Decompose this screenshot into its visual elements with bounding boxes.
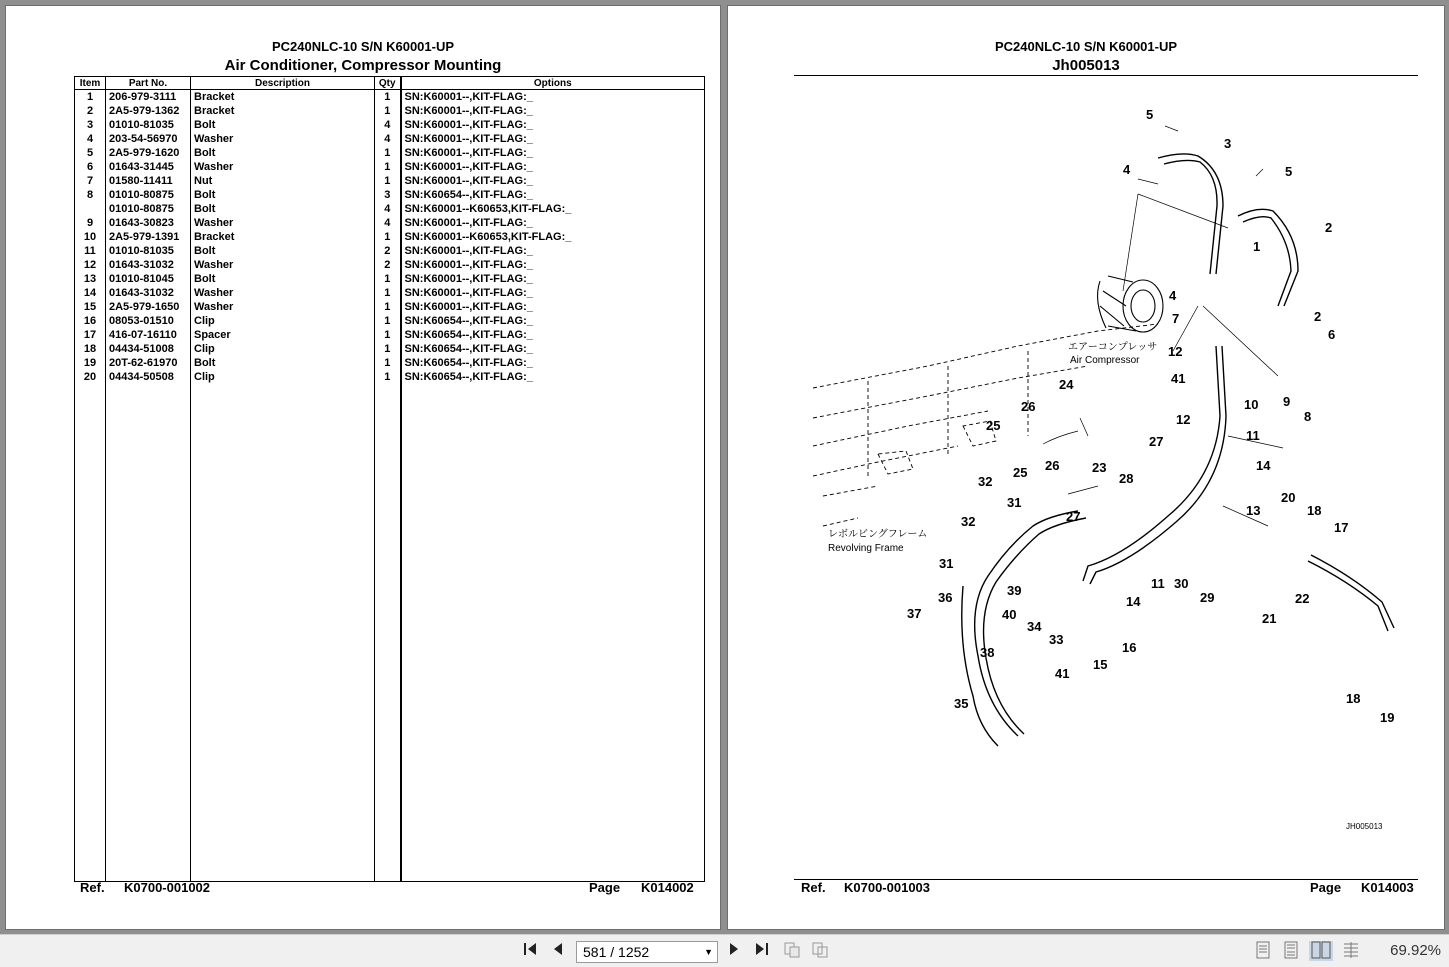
part-no-cell: 01010-81045 [106,272,191,286]
empty-cell [401,384,705,882]
part-no-cell: 01010-80875 [106,202,191,216]
qty-cell: 1 [375,286,401,300]
qty-cell: 1 [375,160,401,174]
qty-cell: 1 [375,328,401,342]
table-filler [75,384,705,882]
empty-cell [375,384,401,882]
table-row [75,286,705,300]
options-cell: SN:K60001--,KIT-FLAG:_ [401,104,705,118]
prev-page-icon[interactable] [548,941,568,961]
continuous-icon[interactable] [1281,941,1301,961]
empty-cell [191,384,375,882]
options-cell: SN:K60001--,KIT-FLAG:_ [401,216,705,230]
description-cell: Bracket [191,230,375,244]
callout-number: 14 [1256,458,1271,473]
description-cell: Bolt [191,272,375,286]
callout-number: 4 [1169,288,1177,303]
options-cell: SN:K60001--K60653,KIT-FLAG:_ [401,230,705,244]
part-no-cell: 01643-31032 [106,258,191,272]
page-label: Page [589,880,621,895]
callout-number: 39 [1007,583,1022,598]
callout-numbers [907,107,1394,725]
empty-cell [106,384,191,882]
table-row [75,342,705,356]
parts-diagram [728,6,1444,929]
item-cell: 2 [75,104,106,118]
header-qty: Qty [375,77,401,90]
callout-number: 5 [1146,107,1154,122]
part-no-cell: 416-07-16110 [106,328,191,342]
part-no-cell: 2A5-979-1362 [106,104,191,118]
callout-number: 18 [1307,503,1322,518]
callout-number: 17 [1334,520,1349,535]
options-cell: SN:K60001--,KIT-FLAG:_ [401,286,705,300]
refrigerant-hoses [962,154,1394,746]
callout-number: 29 [1200,590,1215,605]
description-cell: Clip [191,342,375,356]
table-row [75,272,705,286]
part-no-cell: 206-979-3111 [106,90,191,105]
callout-number: 12 [1168,344,1183,359]
header-options: Options [401,77,705,90]
table-row [75,244,705,258]
callout-number: 40 [1002,607,1017,622]
options-cell: SN:K60001--,KIT-FLAG:_ [401,174,705,188]
description-cell: Spacer [191,328,375,342]
callout-number: 31 [1007,495,1022,510]
callout-number: 21 [1262,611,1277,626]
description-cell: Bolt [191,188,375,202]
callout-number: 15 [1093,657,1108,672]
item-cell: 9 [75,216,106,230]
callout-number: 25 [1013,465,1028,480]
description-cell: Washer [191,300,375,314]
options-cell: SN:K60001--,KIT-FLAG:_ [401,118,705,132]
callout-number: 33 [1049,632,1064,647]
qty-cell: 1 [375,342,401,356]
description-cell: Bolt [191,244,375,258]
description-cell: Washer [191,132,375,146]
callout-number: 28 [1119,471,1134,486]
page-title: Air Conditioner, Compressor Mounting [224,57,502,74]
description-cell: Washer [191,216,375,230]
qty-cell: 1 [375,314,401,328]
callout-number: 32 [961,514,976,529]
options-cell: SN:K60001--,KIT-FLAG:_ [401,90,705,105]
table-row [75,230,705,244]
item-cell: 6 [75,160,106,174]
item-cell: 1 [75,90,106,105]
qty-cell: 4 [375,202,401,216]
item-cell: 15 [75,300,106,314]
qty-cell: 1 [375,300,401,314]
callout-number: 11 [1151,576,1165,591]
part-no-cell: 01643-31032 [106,286,191,300]
callout-number: 16 [1122,640,1137,655]
page-label: Page [1310,880,1342,895]
callout-number: 1 [1253,239,1261,254]
part-no-cell: 20T-62-61970 [106,356,191,370]
item-cell: 13 [75,272,106,286]
callout-number: 31 [939,556,954,571]
item-cell: 10 [75,230,106,244]
ref-value: K0700-001002 [124,880,211,895]
callout-number: 37 [907,606,922,621]
options-cell: SN:K60654--,KIT-FLAG:_ [401,370,705,384]
qty-cell: 1 [375,230,401,244]
qty-cell: 4 [375,216,401,230]
description-cell: Bracket [191,90,375,105]
part-no-cell: 04434-50508 [106,370,191,384]
last-page-icon[interactable] [752,941,772,961]
qty-cell: 1 [375,356,401,370]
options-cell: SN:K60654--,KIT-FLAG:_ [401,342,705,356]
qty-cell: 1 [375,370,401,384]
part-no-cell: 2A5-979-1620 [106,146,191,160]
table-row [75,118,705,132]
scroll-icon[interactable] [1341,941,1361,961]
qty-cell: 4 [375,132,401,146]
figure-title: Jh005013 [1052,57,1120,74]
viewer-toolbar [0,934,1449,967]
item-cell: 12 [75,258,106,272]
table-row [75,356,705,370]
description-cell: Bolt [191,118,375,132]
empty-cell [75,384,106,882]
callout-number: 32 [978,474,993,489]
two-page-icon[interactable] [1309,941,1333,961]
callout-number: 36 [938,590,953,605]
item-cell: 3 [75,118,106,132]
callout-number: 19 [1380,710,1395,725]
part-no-cell: 04434-51008 [106,342,191,356]
item-cell: 18 [75,342,106,356]
frame-label-jp: レボルビングフレーム [828,529,928,540]
callout-number: 30 [1174,576,1189,591]
table-row [75,370,705,384]
table-row [75,328,705,342]
item-cell: 8 [75,188,106,202]
qty-cell: 3 [375,188,401,202]
part-no-cell: 203-54-56970 [106,132,191,146]
callout-number: 7 [1172,311,1180,326]
callout-number: 12 [1176,412,1191,427]
callout-number: 27 [1149,434,1164,449]
options-cell: SN:K60001--,KIT-FLAG:_ [401,300,705,314]
callout-number: 4 [1123,162,1131,177]
callout-number: 41 [1055,666,1070,681]
frame-label-en: Revolving Frame [828,543,904,554]
drawing-code: JH005013 [1346,822,1383,831]
item-cell: 19 [75,356,106,370]
part-no-cell: 01010-81035 [106,118,191,132]
callout-number: 9 [1283,394,1291,409]
table-row [75,314,705,328]
part-no-cell: 01010-80875 [106,188,191,202]
item-cell: 16 [75,314,106,328]
item-cell: 7 [75,174,106,188]
description-cell: Bolt [191,202,375,216]
rotate-icon[interactable] [782,941,802,961]
compressor-label-en: Air Compressor [1070,355,1140,366]
part-no-cell: 2A5-979-1391 [106,230,191,244]
callout-number: 14 [1126,594,1141,609]
item-cell: 17 [75,328,106,342]
item-cell: 20 [75,370,106,384]
right-page [727,5,1445,930]
callout-number: 6 [1328,327,1336,342]
options-cell: SN:K60001--,KIT-FLAG:_ [401,160,705,174]
page-code: K014002 [641,880,694,895]
page-code: K014003 [1361,880,1414,895]
table-row [75,160,705,174]
table-row [75,258,705,272]
part-no-cell: 01010-81035 [106,244,191,258]
options-cell: SN:K60654--,KIT-FLAG:_ [401,328,705,342]
first-page-icon[interactable] [520,941,540,961]
table-row [75,174,705,188]
item-cell: 11 [75,244,106,258]
table-row [75,202,705,216]
description-cell: Clip [191,370,375,384]
page-number-value: 581 / 1252 [583,944,650,960]
part-no-cell: 01580-11411 [106,174,191,188]
table-row [75,90,705,105]
options-cell: SN:K60001--K60653,KIT-FLAG:_ [401,202,705,216]
diagram-labels [828,341,1383,831]
table-row [75,188,705,202]
description-cell: Bolt [191,356,375,370]
qty-cell: 1 [375,90,401,105]
callout-number: 26 [1045,458,1060,473]
table-row [75,216,705,230]
callout-number: 25 [986,418,1001,433]
description-cell: Washer [191,160,375,174]
description-cell: Washer [191,258,375,272]
single-page-icon[interactable] [1253,941,1273,961]
table-row [75,104,705,118]
callout-number: 3 [1224,136,1232,151]
item-cell: 14 [75,286,106,300]
callout-number: 18 [1346,691,1361,706]
header-description: Description [191,77,375,90]
item-cell: 5 [75,146,106,160]
callout-number: 34 [1027,619,1042,634]
callout-number: 20 [1281,490,1296,505]
page-number-select[interactable] [576,941,718,963]
ref-label: Ref. [801,880,826,895]
chevron-down-icon: ▼ [704,947,713,957]
callout-number: 23 [1092,460,1107,475]
callout-number: 2 [1325,220,1333,235]
next-page-icon[interactable] [724,941,744,961]
callout-number: 5 [1285,164,1293,179]
options-cell: SN:K60001--,KIT-FLAG:_ [401,132,705,146]
options-cell: SN:K60001--,KIT-FLAG:_ [401,272,705,286]
parts-table [74,76,705,882]
options-cell: SN:K60654--,KIT-FLAG:_ [401,356,705,370]
table-row [75,132,705,146]
item-cell: 4 [75,132,106,146]
callout-number: 2 [1314,309,1322,324]
qty-cell: 1 [375,104,401,118]
qty-cell: 2 [375,244,401,258]
callout-number: 24 [1059,377,1074,392]
fit-icon[interactable] [810,941,830,961]
qty-cell: 1 [375,174,401,188]
callout-number: 41 [1171,371,1186,386]
ref-value: K0700-001003 [844,880,931,895]
callout-number: 8 [1304,409,1312,424]
compressor-label-jp: エアーコンプレッサ [1068,342,1158,353]
qty-cell: 4 [375,118,401,132]
table-header [75,77,705,90]
qty-cell: 1 [375,146,401,160]
options-cell: SN:K60001--,KIT-FLAG:_ [401,146,705,160]
callout-number: 11 [1246,428,1260,443]
options-cell: SN:K60001--,KIT-FLAG:_ [401,258,705,272]
item-cell [75,202,106,216]
ref-label: Ref. [80,880,105,895]
model-title: PC240NLC-10 S/N K60001-UP [994,39,1178,54]
zoom-level[interactable]: 69.92% [1390,942,1441,959]
qty-cell: 1 [375,272,401,286]
air-compressor [1098,276,1163,332]
leader-lines [1043,126,1283,526]
callout-number: 10 [1244,397,1259,412]
description-cell: Bracket [191,104,375,118]
description-cell: Washer [191,286,375,300]
part-no-cell: 01643-30823 [106,216,191,230]
callout-number: 26 [1021,399,1036,414]
part-no-cell: 2A5-979-1650 [106,300,191,314]
part-no-cell: 08053-01510 [106,314,191,328]
qty-cell: 2 [375,258,401,272]
description-cell: Bolt [191,146,375,160]
left-page [5,5,721,930]
options-cell: SN:K60001--,KIT-FLAG:_ [401,244,705,258]
header-item: Item [75,77,106,90]
callout-number: 22 [1295,591,1310,606]
options-cell: SN:K60654--,KIT-FLAG:_ [401,314,705,328]
callout-number: 27 [1066,509,1081,524]
part-no-cell: 01643-31445 [106,160,191,174]
header-part-no: Part No. [106,77,191,90]
table-row [75,146,705,160]
description-cell: Clip [191,314,375,328]
model-title: PC240NLC-10 S/N K60001-UP [271,39,455,54]
callout-number: 38 [980,645,995,660]
callout-number: 13 [1246,503,1261,518]
description-cell: Nut [191,174,375,188]
options-cell: SN:K60654--,KIT-FLAG:_ [401,188,705,202]
table-row [75,300,705,314]
callout-number: 35 [954,696,969,711]
